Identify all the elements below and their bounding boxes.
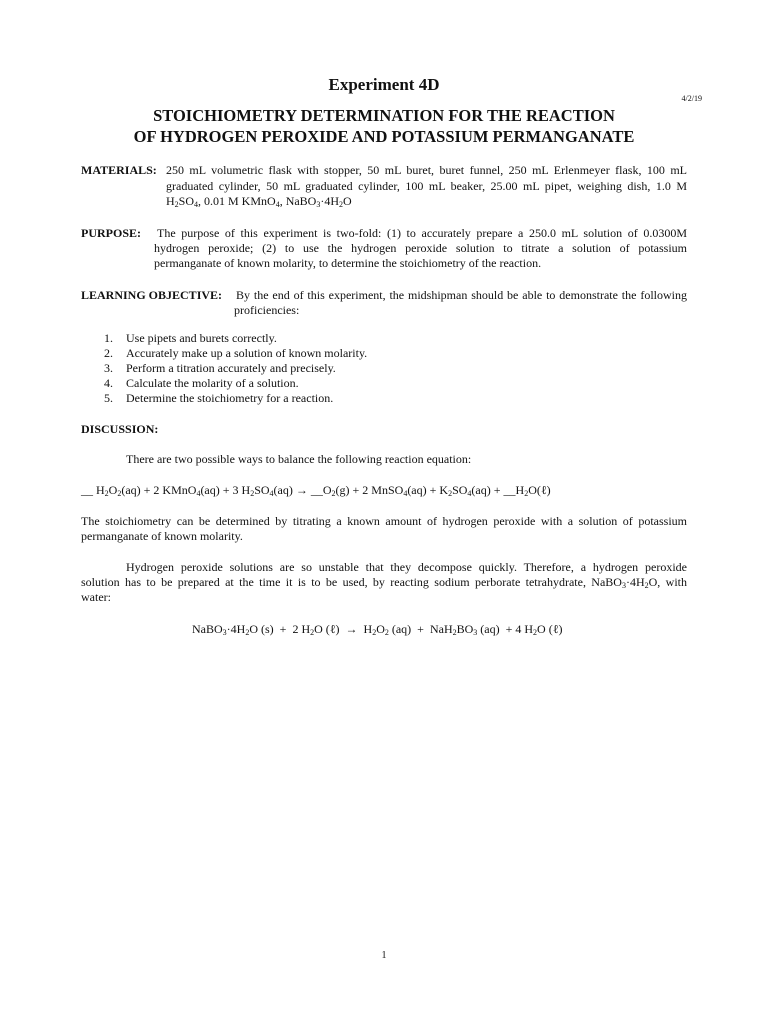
- purpose-label: PURPOSE:: [81, 226, 141, 240]
- reaction-equation: __ $H_2O_2(aq) + 2$ KMnO$_4$(aq) + 3 $H_2SO_4(aq)$ → $\_\_O_2(g) + 2$ MnSO$_4$(aq) + $K_2SO_4(aq)$ + $\_\_H_2O(\ell)$: [81, 483, 551, 498]
- list-item: 5. Determine the stoichiometry for a reaction.: [104, 391, 334, 405]
- objective-line2: proficiencies:: [234, 303, 300, 317]
- discussion-para1-line1: The stoichiometry can be determined by titrating a known amount of hydrogen peroxide with a solution of potassium: [81, 514, 687, 528]
- list-item: 2. Accurately make up a solution of known molarity.: [104, 346, 368, 360]
- purpose-line1: The purpose of this experiment is two-fold: (1) to accurately prepare a 250.0 mL solution of 0.0300M: [157, 226, 687, 240]
- materials-line1: 250 mL volumetric flask with stopper, 50 mL buret, buret funnel, 250 mL Erlenmeyer flask, 100 mL: [166, 163, 687, 177]
- discussion-para2-line1: Hydrogen peroxide solutions are so unstable that they decompose quickly. Therefore, a hydrogen peroxide: [126, 560, 687, 574]
- perborate-equation: $NaBO_3\cdot 4H_2O$ (s) + 2 $H_2O$ (ℓ) → $H_2O_2$ $(aq) + NaH_2BO_3$ (aq) + 4 $H_2O$ (ℓ): [192, 622, 563, 637]
- discussion-intro: There are two possible ways to balance the following reaction equation:: [126, 452, 472, 466]
- materials-text: [166, 163, 687, 178]
- proficiency-list: [104, 331, 367, 406]
- objective-line1-wrap: [236, 288, 687, 303]
- discussion-label-wrap: [81, 422, 158, 437]
- purpose-line1-wrap: [157, 226, 687, 241]
- list-item: 1. Use pipets and burets correctly.: [104, 331, 277, 345]
- discussion-para2-line3: water:: [81, 590, 111, 604]
- materials-line2: graduated cylinder, 50 mL graduated cylinder, 100 mL beaker, 25.00 mL pipet, weighing dish, 1.0 M: [166, 179, 687, 193]
- materials-line2-wrap: [166, 179, 687, 194]
- list-item: 4. Calculate the molarity of a solution.: [104, 376, 299, 390]
- objective-line1: By the end of this experiment, the midshipman should be able to demonstrate the following: [236, 288, 687, 302]
- materials-label: MATERIALS:: [81, 163, 157, 177]
- materials-line3: $H_2SO_4$, 0.01 M KMnO$_4$, $NaBO_3\cdot 4H_2O$: [166, 194, 352, 209]
- purpose-label-wrap: [81, 226, 141, 241]
- purpose-line3: permanganate of known molarity, to determine the stoichiometry of the reaction.: [154, 256, 542, 270]
- page-number: 1: [381, 950, 387, 961]
- discussion-label: DISCUSSION:: [81, 422, 159, 436]
- objective-label-wrap: [81, 288, 222, 303]
- discussion-para1-line1-wrap: [81, 514, 687, 529]
- main-heading-line2: OF HYDROGEN PEROXIDE AND POTASSIUM PERMANGANATE: [133, 127, 635, 146]
- document-date: 4/2/19: [681, 94, 702, 103]
- experiment-title: Experiment 4D: [328, 75, 440, 94]
- discussion-para2-line2: solution has to be prepared at the time it is to be used, by reacting sodium perborate tetrahydrate, $NaBO_3\cdot 4H_2O$, with: [81, 575, 687, 590]
- purpose-line2-wrap: [154, 241, 687, 256]
- discussion-para1-line2: permanganate of known molarity.: [81, 529, 243, 543]
- main-heading-line1: STOICHIOMETRY DETERMINATION FOR THE REACTION: [153, 106, 615, 125]
- purpose-line2: hydrogen peroxide; (2) to use the hydrogen peroxide solution to titrate a solution of potassium: [154, 241, 687, 255]
- list-item: 3. Perform a titration accurately and precisely.: [104, 361, 336, 375]
- objective-label: LEARNING OBJECTIVE:: [81, 288, 223, 302]
- discussion-para2-line1-wrap: [126, 560, 687, 575]
